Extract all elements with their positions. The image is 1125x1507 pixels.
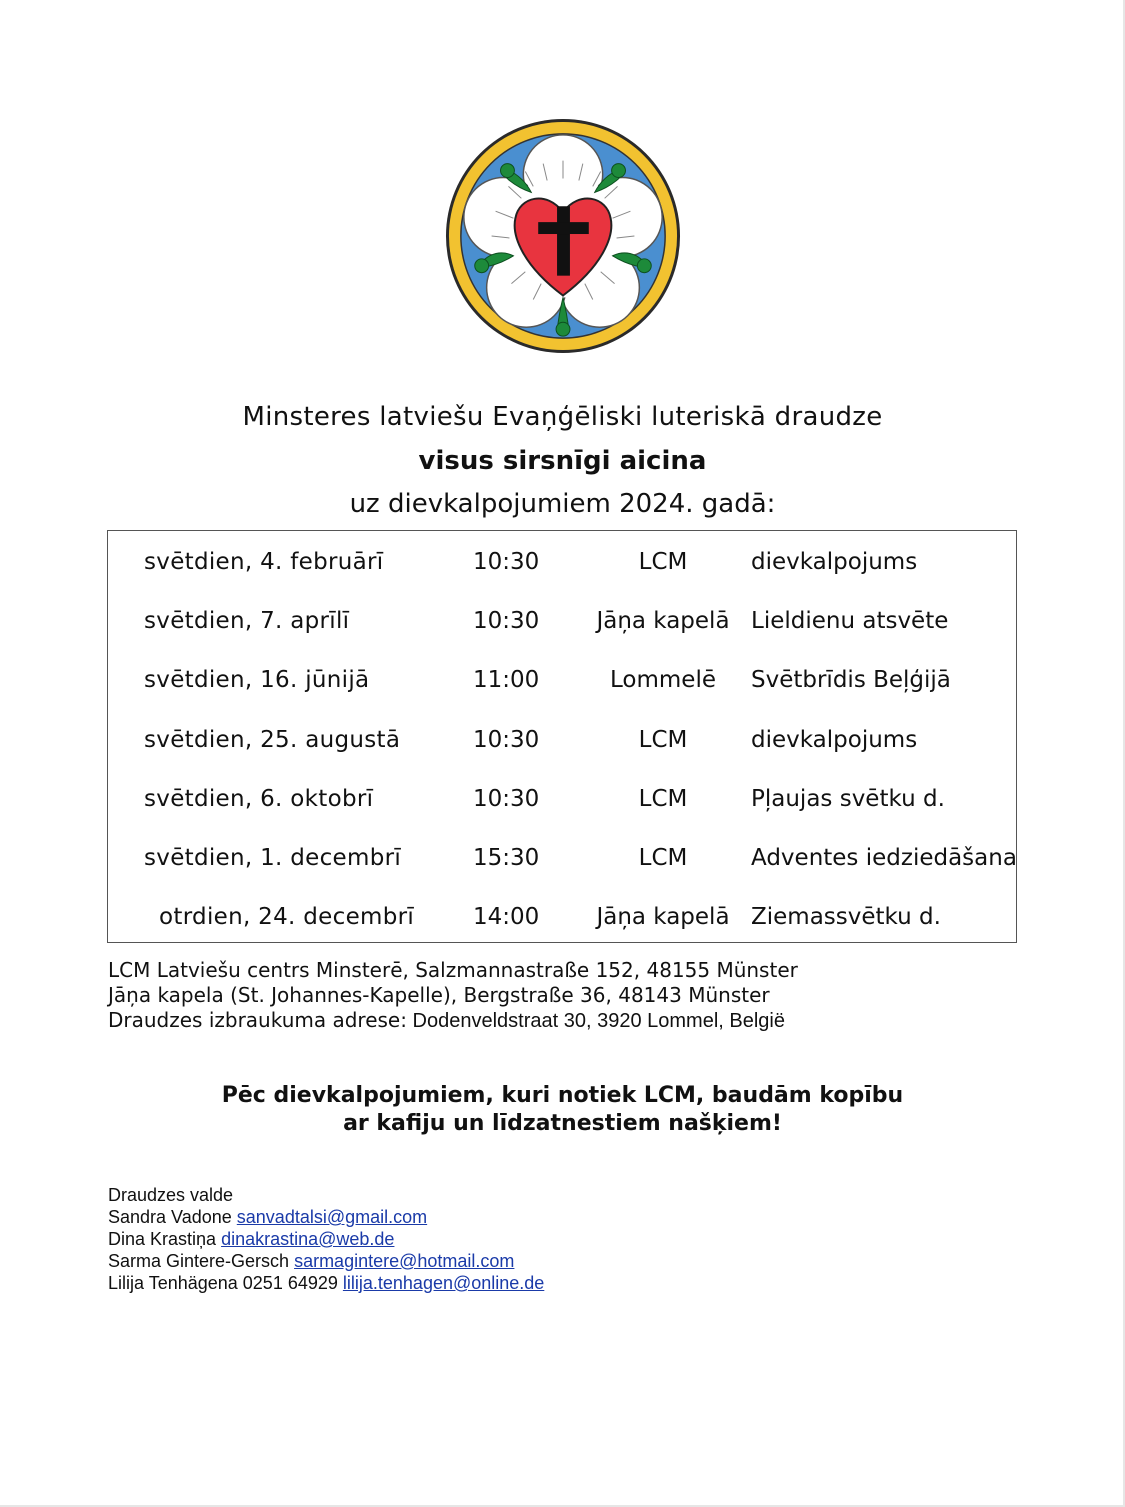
board-member [108, 1206, 544, 1228]
service-place: LCM [638, 727, 688, 753]
service-time: 10:30 [473, 727, 540, 753]
board-member [108, 1228, 544, 1250]
service-date: svētdien, 25. augustā [144, 727, 401, 753]
service-time: 15:30 [473, 845, 540, 871]
service-event: Svētbrīdis Beļģijā [751, 667, 951, 693]
fellowship-notice [0, 1082, 1125, 1138]
invitation-heading: visus sirsnīgi aicina [418, 446, 707, 476]
service-place: LCM [638, 786, 688, 812]
invitation-subheading: uz dievkalpojumiem 2024. gadā: [349, 489, 776, 519]
service-place: LCM [638, 845, 688, 871]
address-chapel: Jāņa kapela (St. Johannes-Kapelle), Bergstraße 36, 48143 Münster [108, 983, 770, 1007]
service-date: svētdien, 16. jūnijā [144, 667, 370, 693]
schedule-row [108, 845, 1016, 885]
service-time: 14:00 [473, 904, 540, 930]
service-place: Jāņa kapelā [596, 608, 730, 634]
service-place: Lommelē [610, 667, 716, 693]
address-outing-label: Draudzes izbraukuma adrese: [108, 1008, 407, 1032]
member-name: Sarma Gintere-Gersch [108, 1251, 295, 1271]
service-time: 10:30 [473, 608, 540, 634]
service-event: Adventes iedziedāšana [751, 845, 1017, 871]
member-email-link[interactable]: lilija.tenhagen@online.de [342, 1273, 545, 1293]
schedule-row [108, 608, 1016, 648]
service-time: 10:30 [473, 549, 540, 575]
service-date: svētdien, 1. decembrī [144, 845, 402, 871]
luther-rose-icon [444, 117, 682, 355]
schedule-row [108, 727, 1016, 767]
address-lcm: LCM Latviešu centrs Minsterē, Salzmannastraße 152, 48155 Münster [108, 958, 798, 982]
service-event: dievkalpojums [751, 727, 918, 753]
address-block [108, 958, 798, 1034]
congregation-name: Minsteres latviešu Evaņģēliski luteriskā draudze [242, 402, 883, 432]
service-time: 10:30 [473, 786, 540, 812]
member-email-link[interactable]: sarmagintere@hotmail.com [294, 1251, 515, 1271]
notice-line-1: Pēc dievkalpojumiem, kuri notiek LCM, baudām kopību [221, 1083, 904, 1108]
address-outing [108, 1008, 798, 1034]
notice-line-2: ar kafiju un līdzatnestiem našķiem! [343, 1111, 782, 1136]
board-title: Draudzes valde [108, 1185, 234, 1205]
service-place: Jāņa kapelā [596, 904, 730, 930]
member-name: Dina Krastiņa [108, 1229, 222, 1249]
schedule-row [108, 667, 1016, 707]
schedule-row [108, 786, 1016, 826]
service-schedule-table [107, 530, 1017, 943]
service-date: otrdien, 24. decembrī [159, 904, 415, 930]
schedule-row [108, 904, 1016, 944]
service-date: svētdien, 7. aprīlī [144, 608, 350, 634]
service-event: Lieldienu atsvēte [751, 608, 949, 634]
service-event: Pļaujas svētku d. [751, 786, 945, 812]
member-name: Lilija Tenhägena 0251 64929 [108, 1273, 343, 1293]
member-email-link[interactable]: dinakrastina@web.de [221, 1229, 395, 1249]
schedule-row [108, 549, 1016, 589]
board-member [108, 1272, 544, 1294]
member-name: Sandra Vadone [108, 1207, 237, 1227]
service-time: 11:00 [473, 667, 540, 693]
service-date: svētdien, 4. februārī [144, 549, 384, 575]
board-contacts [108, 1184, 544, 1294]
member-email-link[interactable]: sanvadtalsi@gmail.com [236, 1207, 428, 1227]
service-place: LCM [638, 549, 688, 575]
service-event: Ziemassvētku d. [751, 904, 941, 930]
address-outing-value: Dodenveldstraat 30, 3920 Lommel, België [406, 1010, 785, 1032]
board-member [108, 1250, 544, 1272]
service-date: svētdien, 6. oktobrī [144, 786, 374, 812]
service-event: dievkalpojums [751, 549, 918, 575]
